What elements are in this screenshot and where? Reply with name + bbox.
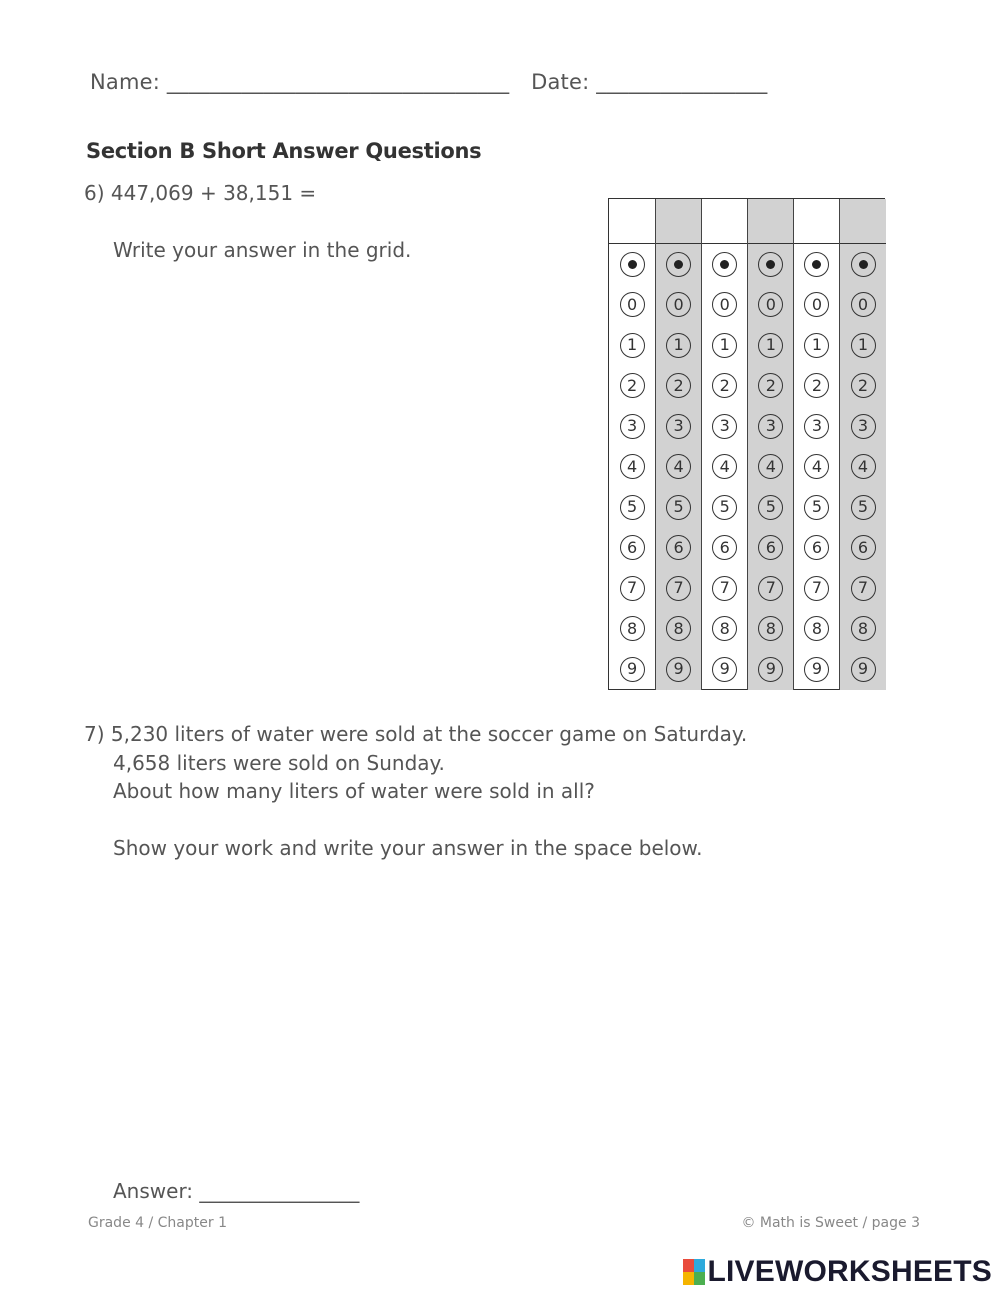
q6-prompt: 6) 447,069 + 38,151 = — [84, 181, 317, 205]
name-label: Name: — [90, 70, 161, 94]
grid-cell — [702, 406, 747, 447]
digit-bubble-0[interactable]: 0 — [712, 292, 737, 317]
grid-cell — [840, 649, 885, 690]
grid-cell — [609, 649, 655, 690]
grid-cell — [609, 325, 655, 366]
grid-cell — [748, 528, 793, 569]
digit-bubble-2[interactable]: 2 — [758, 373, 783, 398]
grid-cell — [702, 487, 747, 528]
grid-cell — [794, 487, 839, 528]
digit-bubble-9[interactable]: 9 — [804, 657, 829, 682]
digit-bubble-0[interactable]: 0 — [620, 292, 645, 317]
digit-bubble-8[interactable]: 8 — [712, 616, 737, 641]
section-title: Section B Short Answer Questions — [86, 139, 482, 163]
digit-bubble-9[interactable]: 9 — [620, 657, 645, 682]
grid-cell — [656, 487, 701, 528]
grid-cell — [702, 447, 747, 488]
grid-cell — [748, 366, 793, 407]
digit-bubble-3[interactable]: 3 — [712, 414, 737, 439]
grid-column-3 — [701, 199, 747, 690]
digit-bubble-3[interactable]: 3 — [666, 414, 691, 439]
digit-bubble-5[interactable]: 5 — [666, 495, 691, 520]
grid-cell — [748, 325, 793, 366]
digit-bubble-3[interactable]: 3 — [804, 414, 829, 439]
digit-bubble-5[interactable]: 5 — [620, 495, 645, 520]
grid-cell — [840, 447, 885, 488]
grid-cell — [840, 325, 885, 366]
q7-answer-line — [113, 1179, 359, 1203]
digit-bubble-6[interactable]: 6 — [804, 535, 829, 560]
grid-column-5 — [793, 199, 839, 690]
grid-entry-box[interactable] — [748, 199, 793, 244]
digit-bubble-6[interactable]: 6 — [851, 535, 876, 560]
grid-cell — [840, 244, 885, 285]
logo-block — [683, 1259, 694, 1272]
digit-bubble-5[interactable]: 5 — [851, 495, 876, 520]
digit-bubble-7[interactable]: 7 — [804, 576, 829, 601]
digit-bubble-7[interactable]: 7 — [712, 576, 737, 601]
digit-bubble-9[interactable]: 9 — [758, 657, 783, 682]
grid-cell — [702, 325, 747, 366]
grid-cell — [840, 406, 885, 447]
grid-cell — [794, 568, 839, 609]
digit-bubble-4[interactable]: 4 — [620, 454, 645, 479]
grid-cell — [702, 649, 747, 690]
grid-cell — [609, 366, 655, 407]
grid-cell — [656, 609, 701, 650]
digit-bubble-5[interactable]: 5 — [804, 495, 829, 520]
header-line — [90, 70, 767, 94]
grid-cell — [702, 366, 747, 407]
digit-bubble-0[interactable]: 0 — [804, 292, 829, 317]
grid-cell — [748, 285, 793, 326]
decimal-point-bubble[interactable] — [804, 252, 829, 277]
logo-block — [694, 1259, 705, 1272]
grid-cell — [609, 487, 655, 528]
grid-cell — [794, 325, 839, 366]
digit-bubble-4[interactable]: 4 — [804, 454, 829, 479]
digit-bubble-1[interactable]: 1 — [666, 333, 691, 358]
digit-bubble-3[interactable]: 3 — [851, 414, 876, 439]
digit-bubble-4[interactable]: 4 — [851, 454, 876, 479]
grid-column-6 — [839, 199, 885, 690]
digit-bubble-6[interactable]: 6 — [620, 535, 645, 560]
grid-cell — [609, 285, 655, 326]
digit-bubble-1[interactable]: 1 — [620, 333, 645, 358]
decimal-point-bubble[interactable] — [666, 252, 691, 277]
grid-cell — [609, 447, 655, 488]
grid-cell — [794, 649, 839, 690]
decimal-point-bubble[interactable] — [620, 252, 645, 277]
grid-cell — [656, 649, 701, 690]
grid-cell — [794, 406, 839, 447]
digit-bubble-8[interactable]: 8 — [851, 616, 876, 641]
logo-text: LIVEWORKSHEETS — [707, 1255, 992, 1288]
grid-cell — [656, 325, 701, 366]
grid-cell — [702, 609, 747, 650]
digit-bubble-2[interactable]: 2 — [666, 373, 691, 398]
grid-cell — [656, 447, 701, 488]
digit-bubble-5[interactable]: 5 — [712, 495, 737, 520]
grid-entry-box[interactable] — [702, 199, 747, 244]
grid-cell — [840, 568, 885, 609]
digit-bubble-1[interactable]: 1 — [851, 333, 876, 358]
digit-bubble-8[interactable]: 8 — [666, 616, 691, 641]
grid-cell — [794, 366, 839, 407]
grid-entry-box[interactable] — [840, 199, 885, 244]
grid-cell — [748, 609, 793, 650]
grid-cell — [702, 285, 747, 326]
grid-cell — [748, 406, 793, 447]
digit-bubble-6[interactable]: 6 — [666, 535, 691, 560]
digit-bubble-1[interactable]: 1 — [804, 333, 829, 358]
decimal-point-bubble[interactable] — [712, 252, 737, 277]
grid-cell — [656, 406, 701, 447]
digit-bubble-8[interactable]: 8 — [758, 616, 783, 641]
q7-instruction: Show your work and write your answer in the space below. — [113, 836, 703, 860]
grid-cell — [840, 487, 885, 528]
grid-cell — [609, 406, 655, 447]
grid-cell — [748, 447, 793, 488]
digit-bubble-4[interactable]: 4 — [758, 454, 783, 479]
digit-bubble-2[interactable]: 2 — [851, 373, 876, 398]
digit-bubble-8[interactable]: 8 — [804, 616, 829, 641]
digit-bubble-1[interactable]: 1 — [758, 333, 783, 358]
grid-entry-box[interactable] — [609, 199, 655, 244]
grid-entry-box[interactable] — [794, 199, 839, 244]
logo-icon — [683, 1259, 705, 1285]
digit-bubble-0[interactable]: 0 — [758, 292, 783, 317]
grid-column-2 — [655, 199, 701, 690]
grid-cell — [609, 244, 655, 285]
decimal-point-bubble[interactable] — [758, 252, 783, 277]
grid-cell — [840, 366, 885, 407]
digit-bubble-7[interactable]: 7 — [851, 576, 876, 601]
grid-cell — [656, 244, 701, 285]
digit-bubble-7[interactable]: 7 — [758, 576, 783, 601]
footer-left: Grade 4 / Chapter 1 — [88, 1215, 227, 1231]
digit-bubble-6[interactable]: 6 — [758, 535, 783, 560]
grid-cell — [748, 649, 793, 690]
digit-bubble-4[interactable]: 4 — [712, 454, 737, 479]
digit-bubble-4[interactable]: 4 — [666, 454, 691, 479]
grid-cell — [609, 609, 655, 650]
grid-cell — [656, 366, 701, 407]
q6-instruction: Write your answer in the grid. — [113, 238, 412, 262]
grid-cell — [794, 244, 839, 285]
grid-cell — [840, 609, 885, 650]
digit-bubble-9[interactable]: 9 — [851, 657, 876, 682]
grid-entry-box[interactable] — [656, 199, 701, 244]
digit-bubble-6[interactable]: 6 — [712, 535, 737, 560]
grid-cell — [794, 447, 839, 488]
digit-bubble-0[interactable]: 0 — [851, 292, 876, 317]
digit-bubble-2[interactable]: 2 — [712, 373, 737, 398]
grid-cell — [748, 568, 793, 609]
liveworksheets-logo — [683, 1255, 993, 1289]
decimal-point-bubble[interactable] — [851, 252, 876, 277]
grid-cell — [840, 528, 885, 569]
grid-cell — [656, 528, 701, 569]
date-blank[interactable]: ________________ — [596, 70, 768, 94]
grid-cell — [794, 285, 839, 326]
digit-bubble-7[interactable]: 7 — [620, 576, 645, 601]
grid-cell — [702, 528, 747, 569]
digit-bubble-3[interactable]: 3 — [758, 414, 783, 439]
grid-cell — [702, 568, 747, 609]
digit-bubble-2[interactable]: 2 — [620, 373, 645, 398]
grid-column-1 — [609, 199, 655, 690]
q7-line1: 7) 5,230 liters of water were sold at the soccer game on Saturday. — [84, 722, 748, 746]
digit-bubble-3[interactable]: 3 — [620, 414, 645, 439]
digit-bubble-8[interactable]: 8 — [620, 616, 645, 641]
grid-cell — [794, 528, 839, 569]
q7-line2: 4,658 liters were sold on Sunday. — [113, 751, 445, 775]
answer-blank[interactable]: ________________ — [199, 1179, 360, 1203]
digit-bubble-9[interactable]: 9 — [666, 657, 691, 682]
digit-bubble-7[interactable]: 7 — [666, 576, 691, 601]
name-blank[interactable]: ________________________________ — [166, 70, 510, 94]
digit-bubble-9[interactable]: 9 — [712, 657, 737, 682]
logo-block — [694, 1272, 705, 1285]
grid-cell — [702, 244, 747, 285]
digit-bubble-5[interactable]: 5 — [758, 495, 783, 520]
grid-cell — [748, 487, 793, 528]
logo-block — [683, 1272, 694, 1285]
q7-line3: About how many liters of water were sold in all? — [113, 779, 595, 803]
grid-cell — [609, 528, 655, 569]
date-label: Date: — [531, 70, 590, 94]
digit-bubble-0[interactable]: 0 — [666, 292, 691, 317]
grid-cell — [656, 568, 701, 609]
digit-bubble-2[interactable]: 2 — [804, 373, 829, 398]
grid-cell — [748, 244, 793, 285]
grid-cell — [840, 285, 885, 326]
grid-cell — [656, 285, 701, 326]
grid-column-4 — [747, 199, 793, 690]
footer-right: © Math is Sweet / page 3 — [741, 1215, 920, 1231]
digit-bubble-1[interactable]: 1 — [712, 333, 737, 358]
answer-grid — [608, 198, 885, 690]
answer-label: Answer: — [113, 1179, 194, 1203]
grid-cell — [609, 568, 655, 609]
grid-cell — [794, 609, 839, 650]
